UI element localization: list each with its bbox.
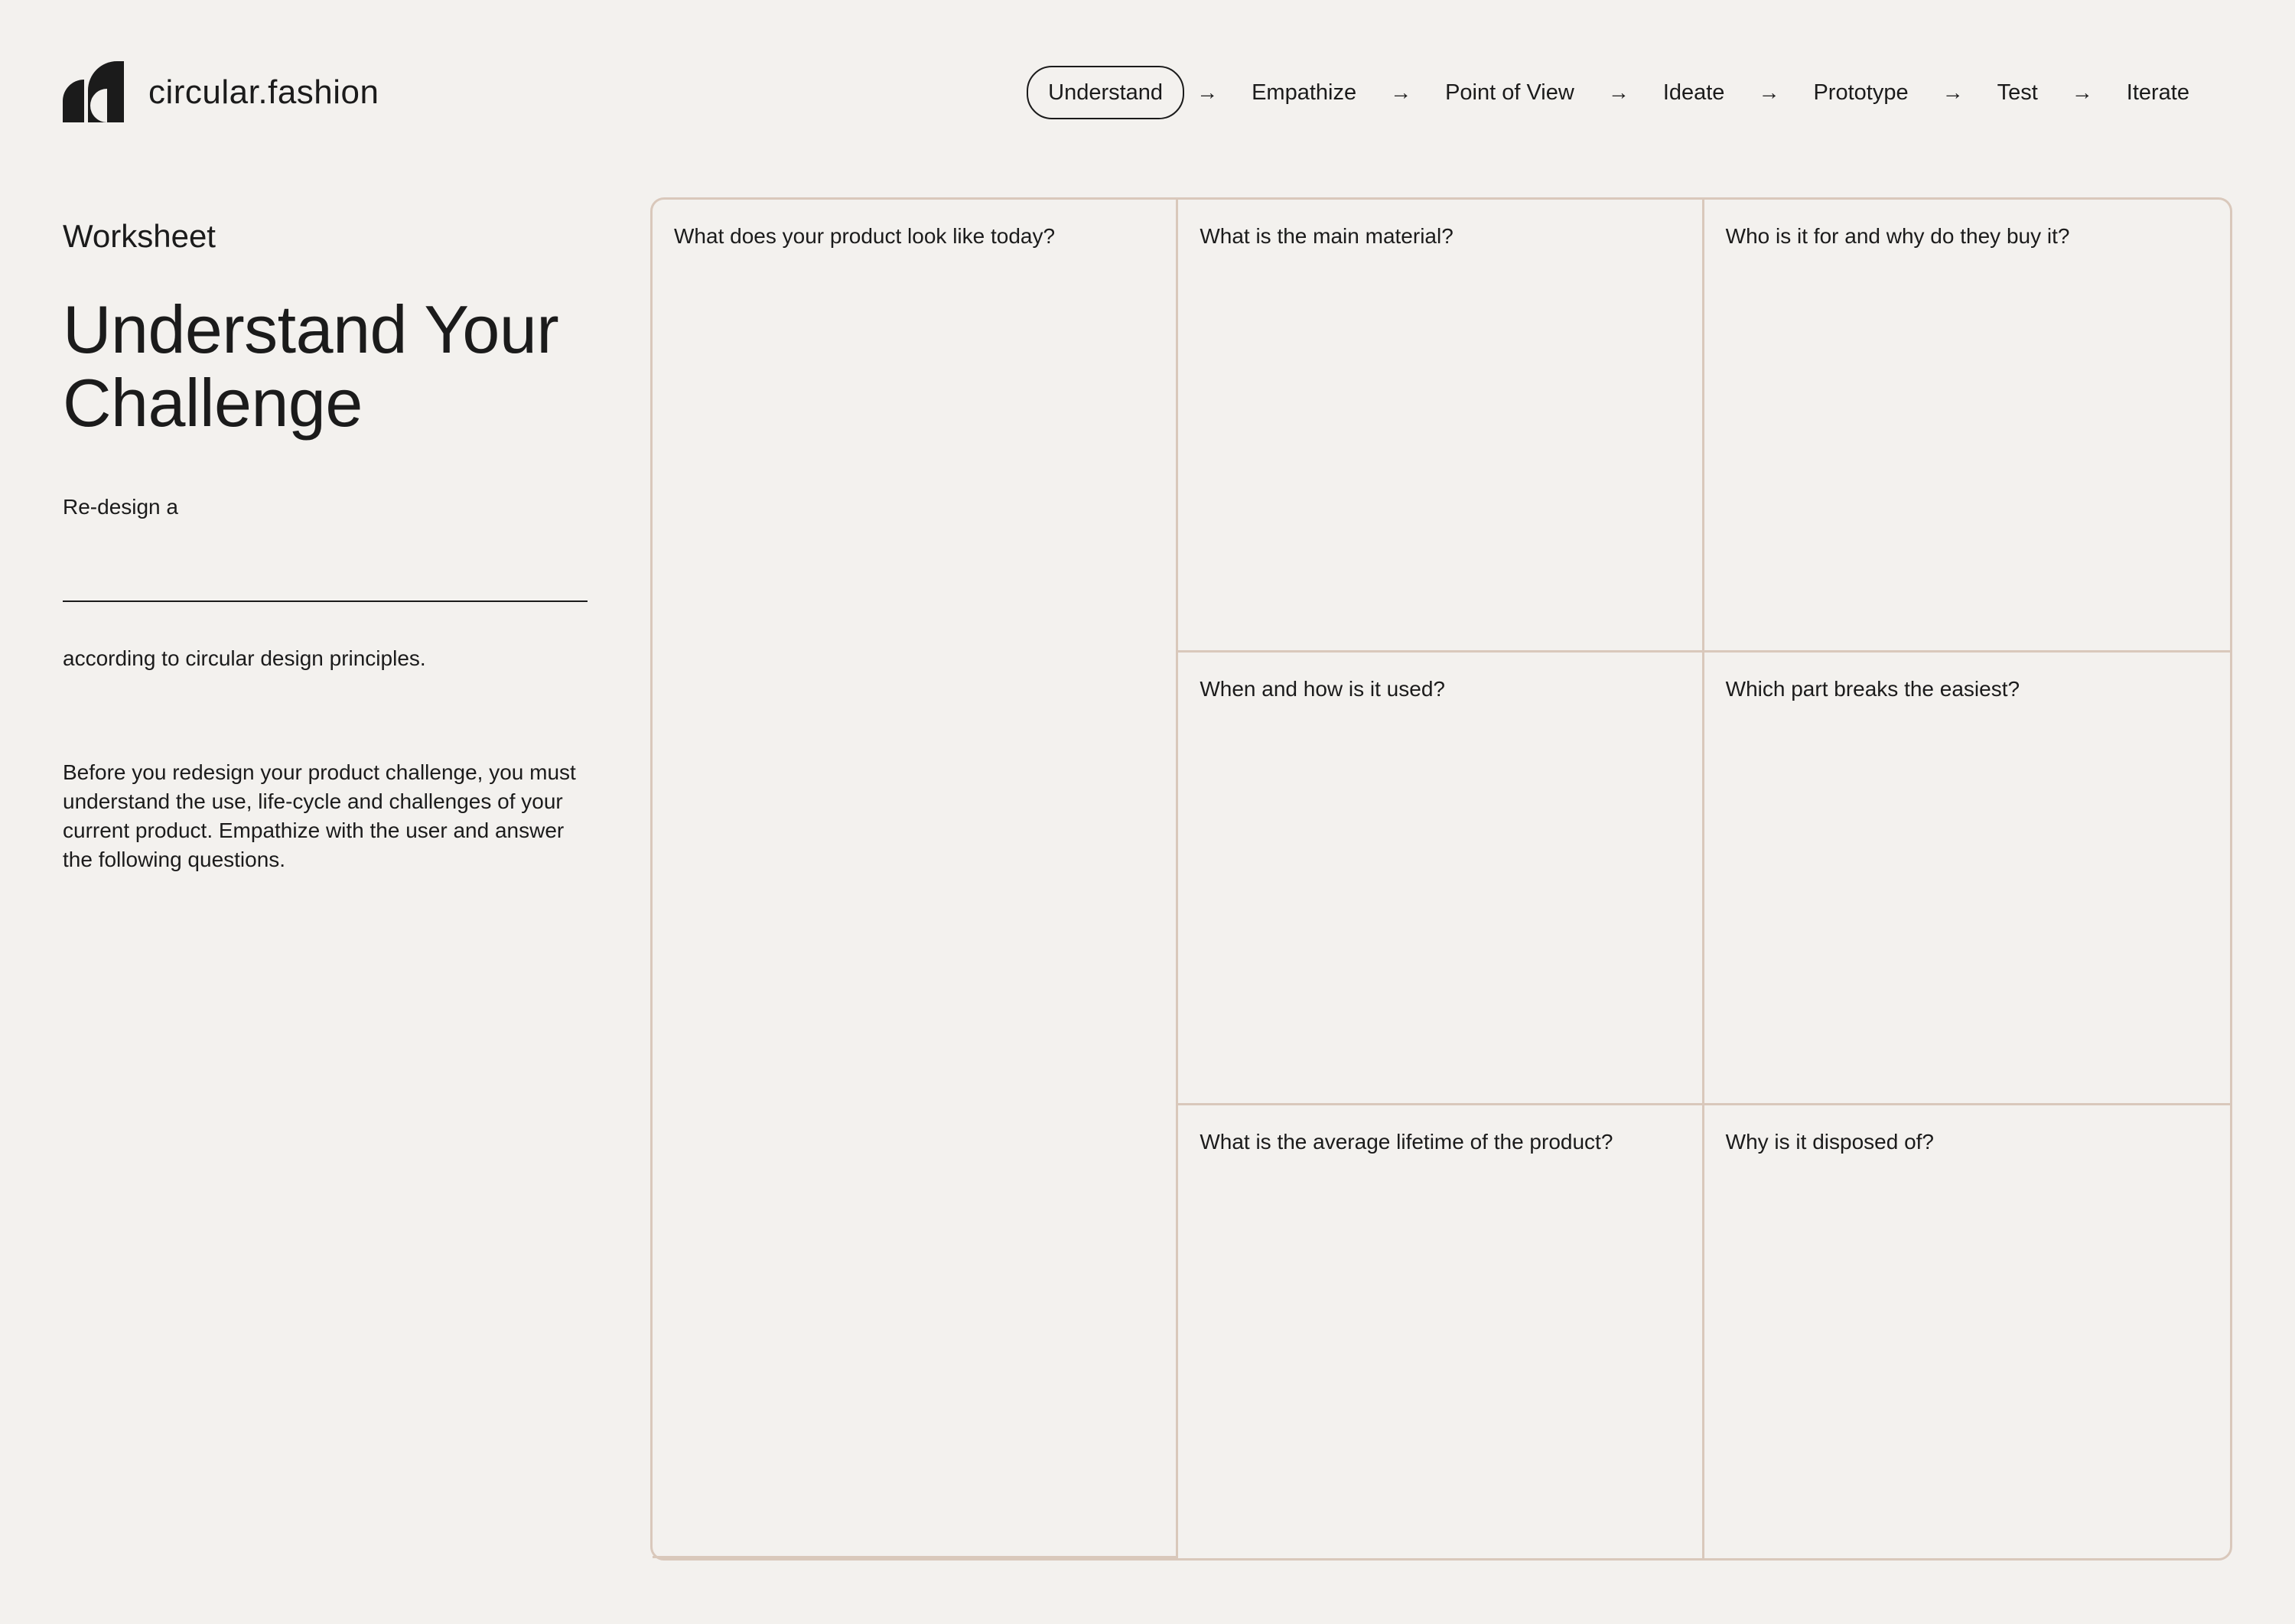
process-steps-nav bbox=[1027, 66, 2211, 119]
intro-paragraph: Before you redesign your product challenge, you must understand the use, life-cycle and challenges of your current product. Empathize with the user and answer the following questions. bbox=[63, 760, 576, 871]
question-product-today: What does your product look like today? bbox=[674, 224, 1056, 248]
question-why-disposed: Why is it disposed of? bbox=[1725, 1130, 1934, 1154]
redesign-prefix: Re-design a bbox=[63, 495, 178, 519]
step-iterate[interactable]: Iterate bbox=[2126, 80, 2189, 105]
question-grid bbox=[650, 197, 2232, 1561]
question-who-why: Who is it for and why do they buy it? bbox=[1725, 224, 2070, 248]
step-test[interactable]: Test bbox=[1997, 80, 2038, 105]
title-line-2: Challenge bbox=[63, 365, 363, 441]
answer-box-main-material[interactable] bbox=[1178, 200, 1704, 653]
arrow-right-icon: → bbox=[2071, 80, 2093, 104]
question-average-lifetime: What is the average lifetime of the product? bbox=[1200, 1130, 1613, 1154]
brand-name: circular.fashion bbox=[148, 73, 379, 111]
answer-box-when-how-used[interactable] bbox=[1178, 653, 1704, 1105]
answer-box-who-why[interactable] bbox=[1704, 200, 2230, 653]
brand-logo bbox=[63, 61, 379, 124]
answer-box-breaks-easiest[interactable] bbox=[1704, 653, 2230, 1105]
page-title bbox=[63, 293, 591, 440]
worksheet-kicker: Worksheet bbox=[63, 218, 216, 254]
step-ideate[interactable]: Ideate bbox=[1662, 80, 1725, 105]
step-understand[interactable]: Understand bbox=[1027, 66, 1184, 119]
arrow-right-icon: → bbox=[1758, 80, 1780, 104]
question-when-how-used: When and how is it used? bbox=[1200, 677, 1445, 701]
step-prototype[interactable]: Prototype bbox=[1813, 80, 1909, 105]
arrow-right-icon: → bbox=[1607, 80, 1629, 104]
answer-box-product-today[interactable] bbox=[653, 200, 1178, 1558]
arrow-right-icon: → bbox=[1196, 80, 1219, 104]
worksheet-intro-panel bbox=[63, 218, 591, 874]
question-main-material: What is the main material? bbox=[1200, 224, 1454, 248]
title-line-1: Understand Your bbox=[63, 291, 559, 367]
circular-fashion-logo-icon bbox=[63, 61, 124, 124]
step-empathize[interactable]: Empathize bbox=[1252, 80, 1357, 105]
answer-box-why-disposed[interactable] bbox=[1704, 1105, 2230, 1558]
answer-box-average-lifetime[interactable] bbox=[1178, 1105, 1704, 1558]
redesign-suffix: according to circular design principles. bbox=[63, 646, 426, 670]
product-fill-in-line[interactable] bbox=[63, 600, 588, 602]
step-point-of-view[interactable]: Point of View bbox=[1445, 80, 1574, 105]
question-breaks-easiest: Which part breaks the easiest? bbox=[1725, 677, 2020, 701]
arrow-right-icon: → bbox=[1942, 80, 1964, 104]
arrow-right-icon: → bbox=[1390, 80, 1412, 104]
